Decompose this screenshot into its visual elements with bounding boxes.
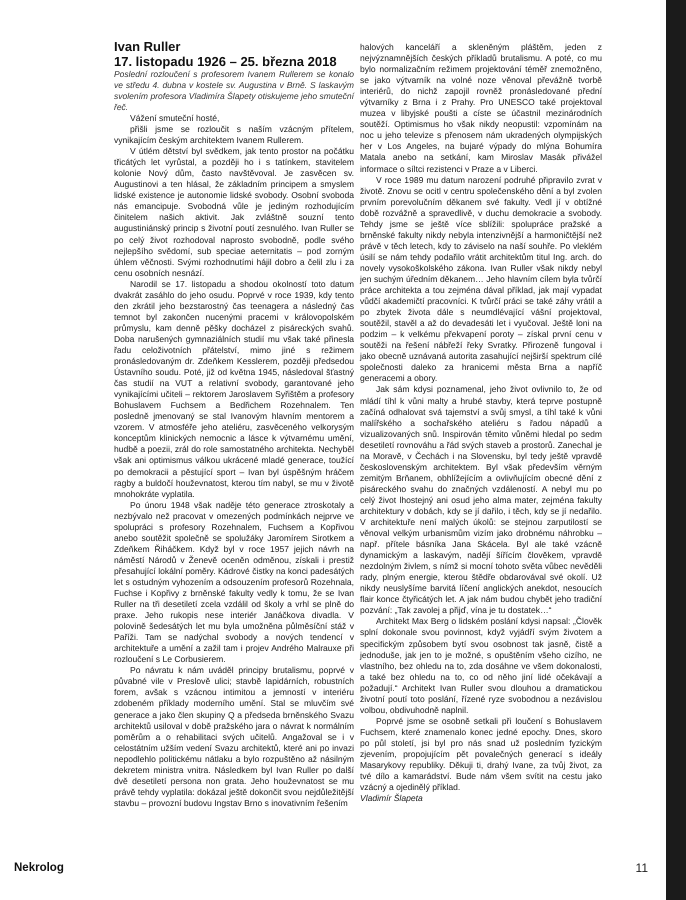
section-footer-label: Nekrolog [14,862,64,874]
page-number: 11 [635,861,648,875]
body-paragraph: Po únoru 1948 však naděje této generace ztroskotaly a nezbývalo než pracovat v omezených podmínkách nejprve ve spolupráci s profesory Rozehnalem, Fuchsem a Kopřivou anebo soutěžit společně se spolužáky Jaromírem Sirotkem a Zdeňkem Řiháčkem. Když byl v roce 1957 jejich návrh na náměstí Národů v Ženevě oceněn odměnou, získali i prestiž přesahující lokální poměry. Kádrové čistky na konci padesátých let s ostudným vyhozením a odsouzením profesorů Rozehnala, Fuchse i Kopřivy z brněnské fakulty vedly k tomu, že se Ivan Ruller na tři desetiletí zcela vzdálil od školy a vrhl se plně do praxe. Jeho rukopis nese interiér Janáčkova divadla. V polovině šedesátých let mu byla umožněna půlměsíční stáž v Paříži. Tam se nadýchal svobody a nových tendencí v architektuře a umění a zažil tam i projev Andrého Malrauxe při rozloučení s Le Corbusierem. [114,499,354,665]
title-dates: 17. listopadu 1926 – 25. března 2018 [114,53,337,69]
title-name: Ivan Ruller [114,39,181,54]
greeting-paragraph: přišli jsme se rozloučit s naším vzácným přítelem, vynikajícím českým architektem Ivanem Rullerem. [114,124,354,146]
left-column [114,40,354,809]
body-paragraph: Architekt Max Berg o lidském poslání kdysi napsal: „Člověk splní dokonale svou povinnost, když vyjádří svým životem a specifickým způsobem bytí svou osobnost tak jasně, čistě a jednoduše, jak jen to je možné, s opuštěním všeho cizího, ne vlastního, bez ohledu na to, zda dosáhne ve všem dokonalosti, a také bez ohledu na to, co od něho jiní lidé očekávají a požadují.“ Architekt Ivan Ruller svou dlouhou a dramatickou životní poutí toto poslání, řízené ryze svobodnou a nezávislou volbou, obdivuhodně naplnil. [360,616,602,715]
body-paragraph: V roce 1989 mu datum narození podruhé připravilo zvrat v životě. Znovu se ocitl v centru společenského dění a byl zvolen prvním porevolučním děkanem své fakulty. Vedl jí v obtížné době rozvážně a spravedlivě, v duchu demokracie a svobody. Tehdy jsme se ještě více sblížili: spolupráce pražské a brněnské fakulty nikdy nebyla intenzivnější a harmoničtější než právě v těch letech, kdy to záviselo na naší souhře. Po vleklém úsilí se nám tehdy podařilo vrátit architektům titul Ing. arch. do novely vysokoškolského zákona. Ivan Ruller však nikdy nebyl jen suchým úředním děkanem… Jeho hlavním cílem byla tvůrčí práce architekta a tou zejména dával příklad, jak mají vypadat vůdčí akademičtí pracovníci. K tvůrčí práci se také záhy vrátil a po zbytek života dále s neumdlévající vášní projektoval, soutěžil, stavěl a až do devadesáti let i vyučoval. Ještě loni na podzim – k velkému překvapení poroty – získal první cenu v soutěži na řešení nábřeží řeky Svratky. Přirozeně fungoval i jako obecně uznávaná autorita zasahující nejširší spektrum cílé společnosti daleko za hranicemi města Brna a napříč generacemi a obory. [360,174,602,384]
intro-note: Poslední rozloučení s profesorem Ivanem Rullerem se konalo ve středu 4. dubna v kostele sv. Augustina v Brně. S laskavým svolením profesora Vladimíra Šlapety otiskujeme jeho smuteční řeč. [114,69,354,112]
body-paragraph-continued: halových kanceláří a skleněným pláštěm, jeden z nejvýznamnějších českých příkladů brutalismu. A poté, co mu bylo normalizačním režimem projektování téměř znemožněno, se jako výtvarník na volné noze věnoval převážně tvorbě interiérů, do nichž zapojil rovněž pronásledované přední výtvarníky z Brna i z Prahy. Pro UNESCO také projektoval muzea v libyjské poušti a císte se účastnil mezinárodních soutěží. Optimismus ho však nikdy neopustil: vzpomínám na noc u jeho televize s přenosem nám ukradených olympijských her v Los Angeles, na bujaré výpady do mlýna Bohumíra Matala anebo na setkání, kam Miroslav Masák přivážel informace o síltci rezistenci v Praze a v Liberci. [360,42,602,174]
body-paragraph: Po návratu k nám uváděl principy brutalismu, poprvé v půvabné vile v Preslově ulici; stavbě lapidárních, robustních forem, avšak s vzácnou intimitou a jemností v interiéru zdobeném příklady moderního umění. Stal se mluvčím své generace a jako člen skupiny Q a předseda brněnského Svazu architektů usiloval v době pražského jara o návrat k normálním poměrům a o rehabilitaci svých učitelů. Angažoval se i v celostátním užším vedení Svazu architektů, které ani po invazi nepodlehlo politickému nátlaku a bylo rozpuštěno až násilným dekretem ministra vnitra. Následkem byl Ivan Ruller po další dvě desetiletí persona non grata. Jeho houževnatost se mu právě tehdy vyplatila: dokázal ještě dokončit svou nejdůležitější stavbu – provozní budovu Ingstav Brno s inovativním řešením [114,665,354,808]
body-paragraph: V útlém dětství byl svědkem, jak tento prostor na počátku třicátých let vyrůstal, a později ho i s tatínkem, stavitelem kolonie Nový dům, často navštěvoval. Je zasvěcen sv. Augustinovi a ten hlásal, že základním principem a smyslem lidské existence je autonomie lidské svobody. Osobní svoboda nás emancipuje. Svobodná vůle je jediným rozhodujícím činitelem našich aktivit. Jak zvláštně souzní tento augustiniánský princip s životní poutí zesnulého. Ivan Ruller se po celý život rozhodoval naprosto svobodně, podle svého nejlepšího svědomí, sub speciae aeternitatis – pod zorným úhlem věčnosti. Svými rozhodnutími hájil dobro a čelil zlu i za cenu osobních nesnází. [114,146,354,278]
body-paragraph: Poprvé jsme se osobně setkali při loučení s Bohuslavem Fuchsem, které znamenalo konec jedné epochy. Dnes, skoro po půl století, jsi byl pro nás snad už posledním fyzickým zjevením, propojujícím pět povalečných generací s ideály Masarykovy republiky. Děkuji ti, drahý Ivane, za tvůj život, za tvé dílo a kamarádství. Bude nám všem svítit na cestu jako vzácný a ojedinělý příklad. [360,715,602,793]
greeting-line: Vážení smuteční hosté, [130,113,220,123]
body-paragraph: Narodil se 17. listopadu a shodou okolností toto datum dvakrát zasáhlo do jeho osudu. Poprvé v roce 1939, kdy tento den zkrátil jeho bezstarostný čas teenagera a následný čas temnot byl zakončen nucenými pracemi v královopolském průmyslu, kam denně pěšky docházel z pisáreckých svahů. Doba narušených gymnaziálních studií mu však také přinesla řadu celoživotních přátelství, mimo jiné s režimem pronásledovaným dr. Zdeňkem Kesslerem, později předsedou Ústavního soudu. Poté, již od května 1945, následoval šťastný čas studií na VUT a relativní svobody, garantované jeho vynikajícími učiteli – rektorem Jaroslavem Syřištěm a profesory Bohuslavem Fuchsem a Bedřichem Rozehnalem. Ten posledně jmenovaný se stal Ivanovým hlavním mentorem a vzorem. V atmosféře jeho ateliéru, zasvěceného velkorysým konceptům klinických nemocnic a lásce k výtvarnému umění, hudbě a poezii, zrál do role samostatného architekta. Nechyběl však ani optimismus válkou ukrácené mladé generace, toužící po demokracii a pěstující sport – Ivan byl úspěšným hráčem ragby a buldočí houževnatost, kterou tím nabyl, se mu v životě mnohokráte vyplatila. [114,278,354,499]
obituary-title [114,40,354,69]
author-signature: Vladimír Šlapeta [360,793,423,804]
right-column [360,42,602,804]
body-paragraph: Jak sám kdysi poznamenal, jeho život ovlivnilo to, že od mládí tíhl k vůni malty a hrubé stavby, která teprve postupně začíná odhalovat svá tajemství a svůj smysl, a tíhl také k vůni malířského a sochařského ateliéru s řadou nápadů a vizualizovaných snů. Inspirován těmito vůněmi hledal po sedm desetiletí rovnováhu a řád svých staveb a prostorů. Zanechal je na Moravě, v Čechách i na Slovensku, byl tedy ještě vpravdě československým architektem. Byl však především věrným zemitým Brňanem, obhlížejícím a ovlivňujícím obecné dění z pisáreckého svahu do značných vzdáleností. A nebyl mu po celý život lhostejný ani osud jeho alma mater, zejména fakulty architektury v dobách, kdy se jí dařilo, i těch, kdy se jí nedařilo. V architektuře není malých úkolů: se stejnou zarputilostí se věnoval velkým urbanismům vizím jako drobnému náhrobku – např. přítele básníka Jana Skácela. Byl ale také vzácně dynamickým a laskavým, nadějí šířícím člověkem, vpravdě nezdolným živlem, s nímž si mocní tohoto světa vůbec nevěděli rady, plným energie, kterou štědře obdarovával své okolí. Už nikdy neuslyšíme barvitá líčení anglických anekdot, nesoucích flair konce čtyřicátých let. A jak nám budou chybět jeho tradiční pozvání: „Tak zavolej a přijď, vína je tu dostatek…“ [360,384,602,616]
